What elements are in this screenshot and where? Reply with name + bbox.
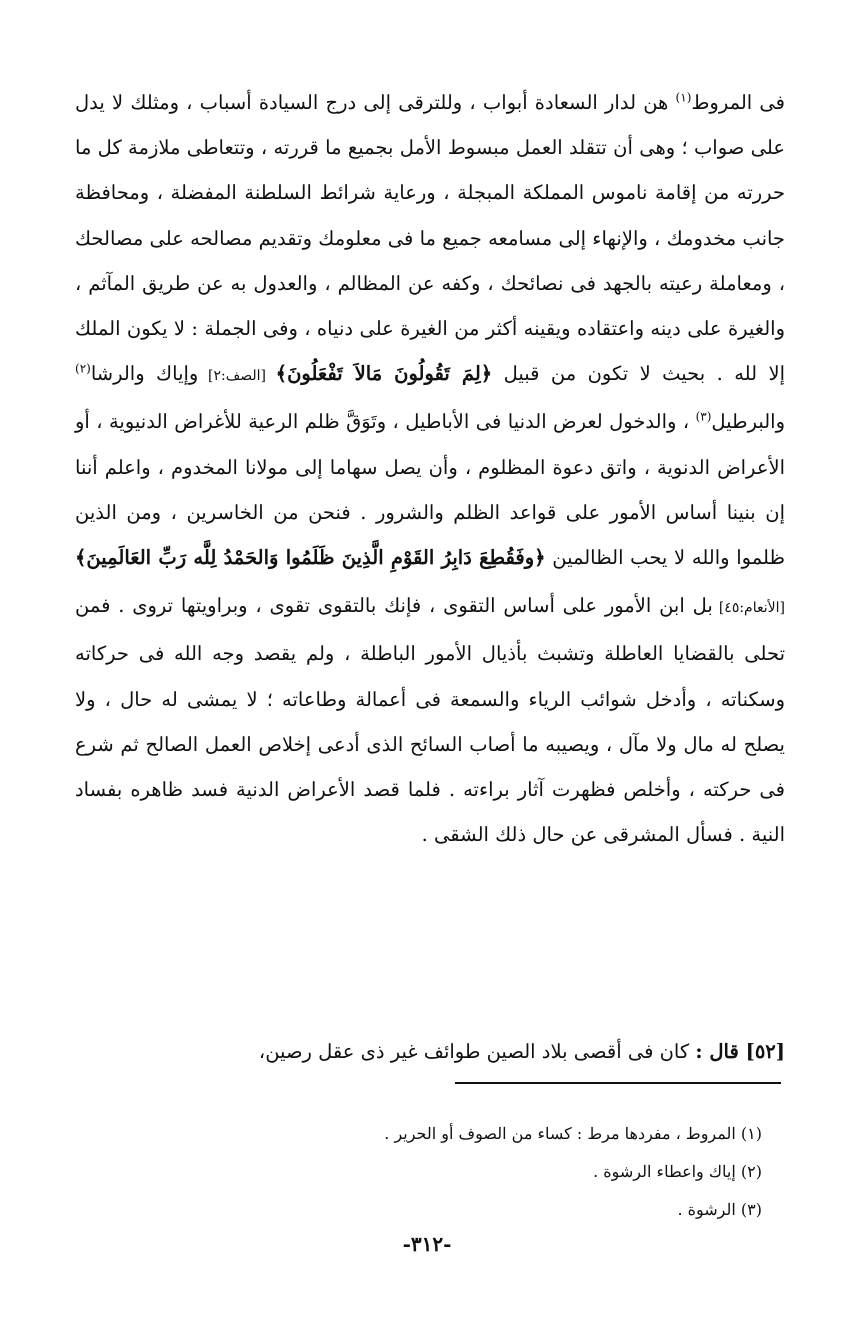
section-text: كان فى أقصى بلاد الصين طوائف غير ذى عقل رصين، xyxy=(258,1040,696,1063)
page-number: -٣١٢- xyxy=(402,1232,452,1256)
footnote-marker-3[interactable]: (٣) xyxy=(695,409,712,424)
section-number: [٥٢] xyxy=(745,1040,785,1063)
footnote-marker-1[interactable]: (١) xyxy=(675,90,692,105)
main-paragraph xyxy=(75,80,785,857)
footnotes xyxy=(200,1115,762,1229)
text-segment: فى المروط xyxy=(691,91,785,114)
text-segment: وإياك والرشا xyxy=(90,362,199,386)
text-segment: والبرطيل xyxy=(711,410,785,434)
text-segment: بل ابن الأمور على أساس التقوى ، فإنك بالتقوى تقوى ، وبراويتها تروى . فمن تحلى بالقضايا العاطلة وتشبث بأذيال الأمور الباطلة ، ولم يقصد وجه الله فى حركاته وسكناته ، وأدخل شوائب الرياء والسمعة فى أعمالة وطاعاته ؛ لا يمشى له حال ، ولا يصلح له مال ولا مآل ، ويصيبه ما أصاب السائح الذى أدعى إخلاص العمل الصالح ثم شرع فى حركته ، وأخلص فظهرت آثار براءته . فلما قصد الأعراض الدنية فسد ظاهره بفساد النية . فسأل المشرقى عن حال ذلك الشقى . xyxy=(75,594,785,847)
quran-quote-saff: ﴿لِمَ تَقُولُونَ مَالاَ تَفْعَلُونَ﴾ xyxy=(275,362,493,386)
footnote-2: (٢) إياك واعطاء الرشوة . xyxy=(593,1162,762,1181)
section-label: قال : xyxy=(695,1040,746,1063)
quran-reference-anam: [الأنعام:٤٥] xyxy=(712,600,785,617)
footnote-separator xyxy=(455,1082,781,1084)
quran-quote-anam: ﴿وفَقُطِعَ دَابِرُ القَوْمِ الَّذِينَ ظَلَمُوا وَالحَمْدُ لِلَّه رَبِّ العَالَمِينَ﴾ xyxy=(75,546,546,570)
section-heading-line xyxy=(75,1030,785,1074)
text-segment: ، والدخول لعرض الدنيا فى الأباطيل ، وتَوَقَّ ظلم الرعية للأغراض الدنيوية ، أو الأعراض الدنوية ، واتق دعوة المظلوم ، وأن يصل سهاما إلى مولانا المخدوم ، واعلم أننا إن بنينا أساس الأمور على قواعد الظلم والشرور . فنحن من الخاسرين ، ومن الذين ظلموا والله لا يحب الظالمين xyxy=(75,410,785,570)
quran-reference-saff: [الصف:٢] xyxy=(198,368,276,385)
text-segment: هن لدار السعادة أبواب ، وللترقى إلى درج السيادة أسباب ، ومثلك لا يدل على صواب ؛ وهى أن تتقلد العمل مبسوط الأمل بجميع ما قررته ، وتتعاطى ملازمة كل ما حررته من إقامة ناموس المملكة المبجلة ، ورعاية شرائط السلطنة المفضلة ، ومحافظة جانب مخدومك ، والإنهاء إلى مسامعه جميع ما فى معلومك وتقديم مصالحه على مصالحك ، ومعاملة رعيته بالجهد فى نصائحك ، وكفه عن المظالم ، والعدول به عن طريق المآثم ، والغيرة على دينه واعتقاده ويقينه أكثر من الغيرة على دنياه ، وفى الجملة : لا يكون الملك إلا لله . بحيث لا تكون من قبيل xyxy=(75,91,785,386)
footnote-1: (١) المروط ، مفردها مرط : كساء من الصوف أو الحرير . xyxy=(384,1124,762,1143)
footnote-marker-2[interactable]: (٢) xyxy=(75,361,91,376)
footnote-3: (٣) الرشوة . xyxy=(677,1200,762,1219)
paragraph-text xyxy=(75,80,785,857)
